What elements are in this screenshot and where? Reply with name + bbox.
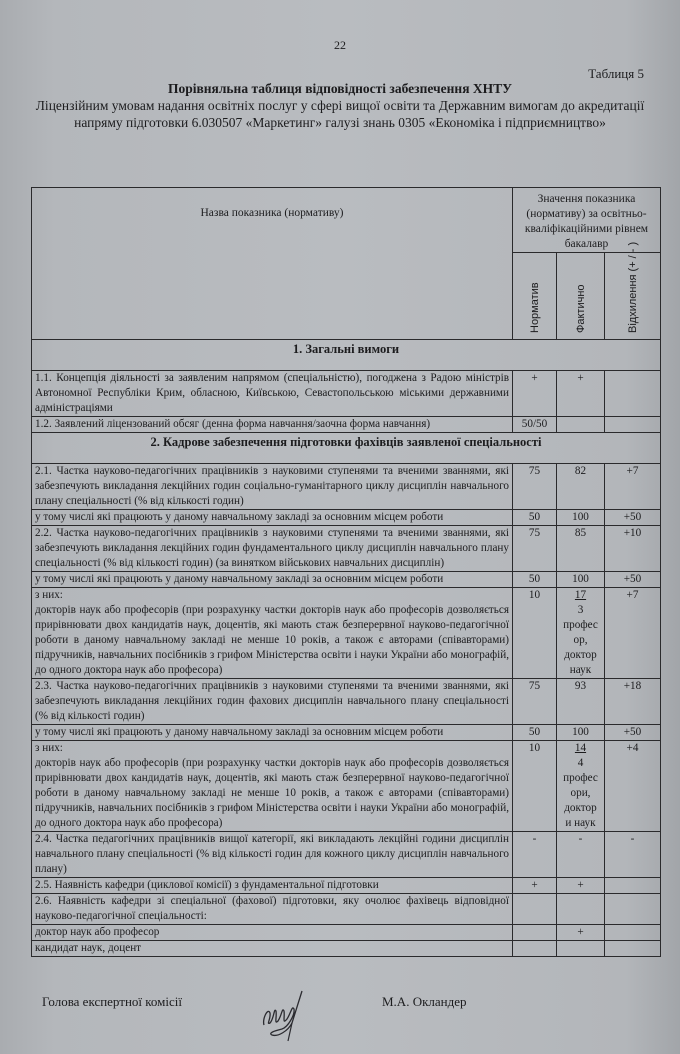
fact-value: 93 xyxy=(557,679,605,725)
title-bold: Порівняльна таблиця відповідності забезпечення ХНТУ xyxy=(167,81,513,96)
table-row xyxy=(32,510,661,526)
fact-value: 100 xyxy=(557,725,605,741)
signature xyxy=(258,985,338,1045)
indicator-text: 2.2. Частка науково-педагогічних працівників з науковими ступенями та вченими званнями, які забезпечують викладання лекційних годин фундаментального циклу дисциплін навчального плану спеціальності (% від кількості годин) (за винятком військових навчальних дисциплін) xyxy=(35,527,509,569)
indicator-name xyxy=(32,941,513,957)
header-value-group: Значення показника (нормативу) за освітньо-кваліфікаційними рівнем бакалавр xyxy=(513,188,661,253)
deviation-value: +50 xyxy=(605,510,661,526)
indicator-name xyxy=(32,572,513,588)
deviation-value: - xyxy=(605,832,661,878)
indicator-name xyxy=(32,894,513,925)
norm-value: + xyxy=(513,878,557,894)
norm-value: 75 xyxy=(513,526,557,572)
header-indicator-name: Назва показника (нормативу) xyxy=(32,188,513,340)
section-title: 2. Кадрове забезпечення підготовки фахівців заявленої спеціальності xyxy=(32,433,661,464)
indicator-name xyxy=(32,832,513,878)
indicator-name xyxy=(32,725,513,741)
indicator-intro: з них: xyxy=(35,742,63,754)
indicator-text: 2.3. Частка науково-педагогічних працівників з науковими ступенями та вченими званнями, які забезпечують викладання лекційних годин фахових дисциплін навчального плану спеціальності (% від кількості годин) xyxy=(35,680,509,722)
deviation-value: +50 xyxy=(605,572,661,588)
fact-value: 100 xyxy=(557,510,605,526)
table-row xyxy=(32,464,661,510)
fact-value: 85 xyxy=(557,526,605,572)
indicator-name xyxy=(32,510,513,526)
fact-value: + xyxy=(557,371,605,417)
indicator-name xyxy=(32,588,513,679)
footer-role: Голова експертної комісії xyxy=(42,994,183,1009)
table-row xyxy=(32,832,661,878)
fact-value xyxy=(557,894,605,925)
fact-value xyxy=(557,741,605,832)
section-title: 1. Загальні вимоги xyxy=(32,340,661,371)
indicator-name xyxy=(32,925,513,941)
norm-value: 10 xyxy=(513,588,557,679)
deviation-value: +7 xyxy=(605,588,661,679)
fact-value xyxy=(557,417,605,433)
indicator-name xyxy=(32,878,513,894)
norm-value: 50 xyxy=(513,572,557,588)
fact-value: + xyxy=(557,878,605,894)
indicator-text: доктор наук або професор xyxy=(35,926,160,938)
indicator-text: у тому числі які працюють у даному навчальному закладі за основним місцем роботи xyxy=(35,511,444,523)
indicator-name xyxy=(32,679,513,725)
fact-value: 82 xyxy=(557,464,605,510)
title-subtitle: Ліцензійним умовам надання освітніх послуг у сфері вищої освіти та Державним вимогам до акредитації напряму підготовки 6.030507 «Маркетинг» галузі знань 0305 «Економіка і підприємництво» xyxy=(35,98,645,130)
norm-value: 50 xyxy=(513,510,557,526)
table-row xyxy=(32,572,661,588)
page-number: 22 xyxy=(334,38,346,52)
indicator-name xyxy=(32,741,513,832)
deviation-value: +4 xyxy=(605,741,661,832)
indicator-text: 2.5. Наявність кафедри (циклової комісії) з фундаментальної підготовки xyxy=(35,879,379,891)
indicator-name xyxy=(32,526,513,572)
table-row xyxy=(32,878,661,894)
indicator-text: 1.2. Заявлений ліцензований обсяг (денна форма навчання/заочна форма навчання) xyxy=(35,418,431,430)
table-row xyxy=(32,371,661,417)
document-title xyxy=(20,80,660,131)
comparison-table xyxy=(31,187,661,957)
deviation-value: +10 xyxy=(605,526,661,572)
fact-note: 4 профес ори, доктор и наук xyxy=(563,757,598,829)
deviation-value xyxy=(605,894,661,925)
footer-name: М.А. Окландер xyxy=(382,994,467,1009)
fact-total: 17 xyxy=(574,589,587,601)
norm-value xyxy=(513,894,557,925)
norm-value: 50/50 xyxy=(513,417,557,433)
indicator-text: 1.1. Концепція діяльності за заявленим напрямом (спеціальністю), погоджена з Радою міністрів Автономної Республіки Крим, обласною, Київською, Севастопольською міськими державними адміністраціями xyxy=(35,372,509,414)
indicator-text: докторів наук або професорів (при розрахунку частки докторів наук або професорів дозволяється прирівнювати двох кандидатів наук, доцентів, які мають стаж безперервної науково-педагогічної роботи в даному навчальному закладі не менше 10 років, а також є авторами (співавторами) підручників, навчальних посібників з грифом Міністерства освіти і науки України або монографій, до одного доктора наук або професора) xyxy=(35,604,509,676)
indicator-text: докторів наук або професорів (при розрахунку частки докторів наук або професорів дозволяється прирівнювати двох кандидатів наук, доцентів, які мають стаж безперервної науково-педагогічної роботи в даному навчальному закладі не менше 10 років, а також є авторами (співавторами) підручників, навчальних посібників з грифом Міністерства освіти і науки України або монографій, до одного доктора наук або професора) xyxy=(35,757,509,829)
section-row xyxy=(32,433,661,464)
indicator-text: 2.1. Частка науково-педагогічних працівників з науковими ступенями та вченими званнями, які забезпечують викладання лекційних годин соціально-гуманітарного циклу дисциплін навчального плану спеціальності (% від кількості годин) xyxy=(35,465,509,507)
deviation-value xyxy=(605,371,661,417)
deviation-value xyxy=(605,417,661,433)
header-norm: Норматив xyxy=(513,253,557,340)
table-row xyxy=(32,526,661,572)
fact-value xyxy=(557,588,605,679)
indicator-name xyxy=(32,464,513,510)
norm-value xyxy=(513,925,557,941)
table-label: Таблиця 5 xyxy=(588,66,644,81)
header-fact: Фактично xyxy=(557,253,605,340)
norm-value: 50 xyxy=(513,725,557,741)
deviation-value xyxy=(605,925,661,941)
norm-value xyxy=(513,941,557,957)
norm-value: 10 xyxy=(513,741,557,832)
indicator-name xyxy=(32,417,513,433)
indicator-text: 2.4. Частка педагогічних працівників вищої категорії, які викладають лекційні години дисциплін навчального плану спеціальності (% від кількості годин для кожного циклу дисциплін навчального плану) xyxy=(35,833,509,875)
indicator-intro: з них: xyxy=(35,589,63,601)
norm-value: + xyxy=(513,371,557,417)
deviation-value xyxy=(605,941,661,957)
table-row xyxy=(32,725,661,741)
section-row xyxy=(32,340,661,371)
table-row xyxy=(32,925,661,941)
table-row xyxy=(32,679,661,725)
table-row xyxy=(32,894,661,925)
fact-total: 14 xyxy=(574,742,587,754)
norm-value: 75 xyxy=(513,464,557,510)
header-deviation: Відхилення (+ / - ) xyxy=(605,253,661,340)
deviation-value: +7 xyxy=(605,464,661,510)
fact-value: 100 xyxy=(557,572,605,588)
indicator-text: у тому числі які працюють у даному навчальному закладі за основним місцем роботи xyxy=(35,573,444,585)
table-row xyxy=(32,941,661,957)
table-row xyxy=(32,417,661,433)
fact-value: - xyxy=(557,832,605,878)
deviation-value: +18 xyxy=(605,679,661,725)
norm-value: 75 xyxy=(513,679,557,725)
fact-value xyxy=(557,941,605,957)
norm-value: - xyxy=(513,832,557,878)
deviation-value xyxy=(605,878,661,894)
indicator-text: 2.6. Наявність кафедри зі спеціальної (фахової) підготовки, яку очолює фахівець відповідної науково-педагогічної спеціальності: xyxy=(35,895,509,922)
deviation-value: +50 xyxy=(605,725,661,741)
indicator-text: у тому числі які працюють у даному навчальному закладі за основним місцем роботи xyxy=(35,726,444,738)
table-row xyxy=(32,588,661,679)
indicator-text: кандидат наук, доцент xyxy=(35,942,142,954)
table-row xyxy=(32,741,661,832)
fact-value: + xyxy=(557,925,605,941)
fact-note: 3 профес ор, доктор наук xyxy=(563,604,598,676)
indicator-name xyxy=(32,371,513,417)
